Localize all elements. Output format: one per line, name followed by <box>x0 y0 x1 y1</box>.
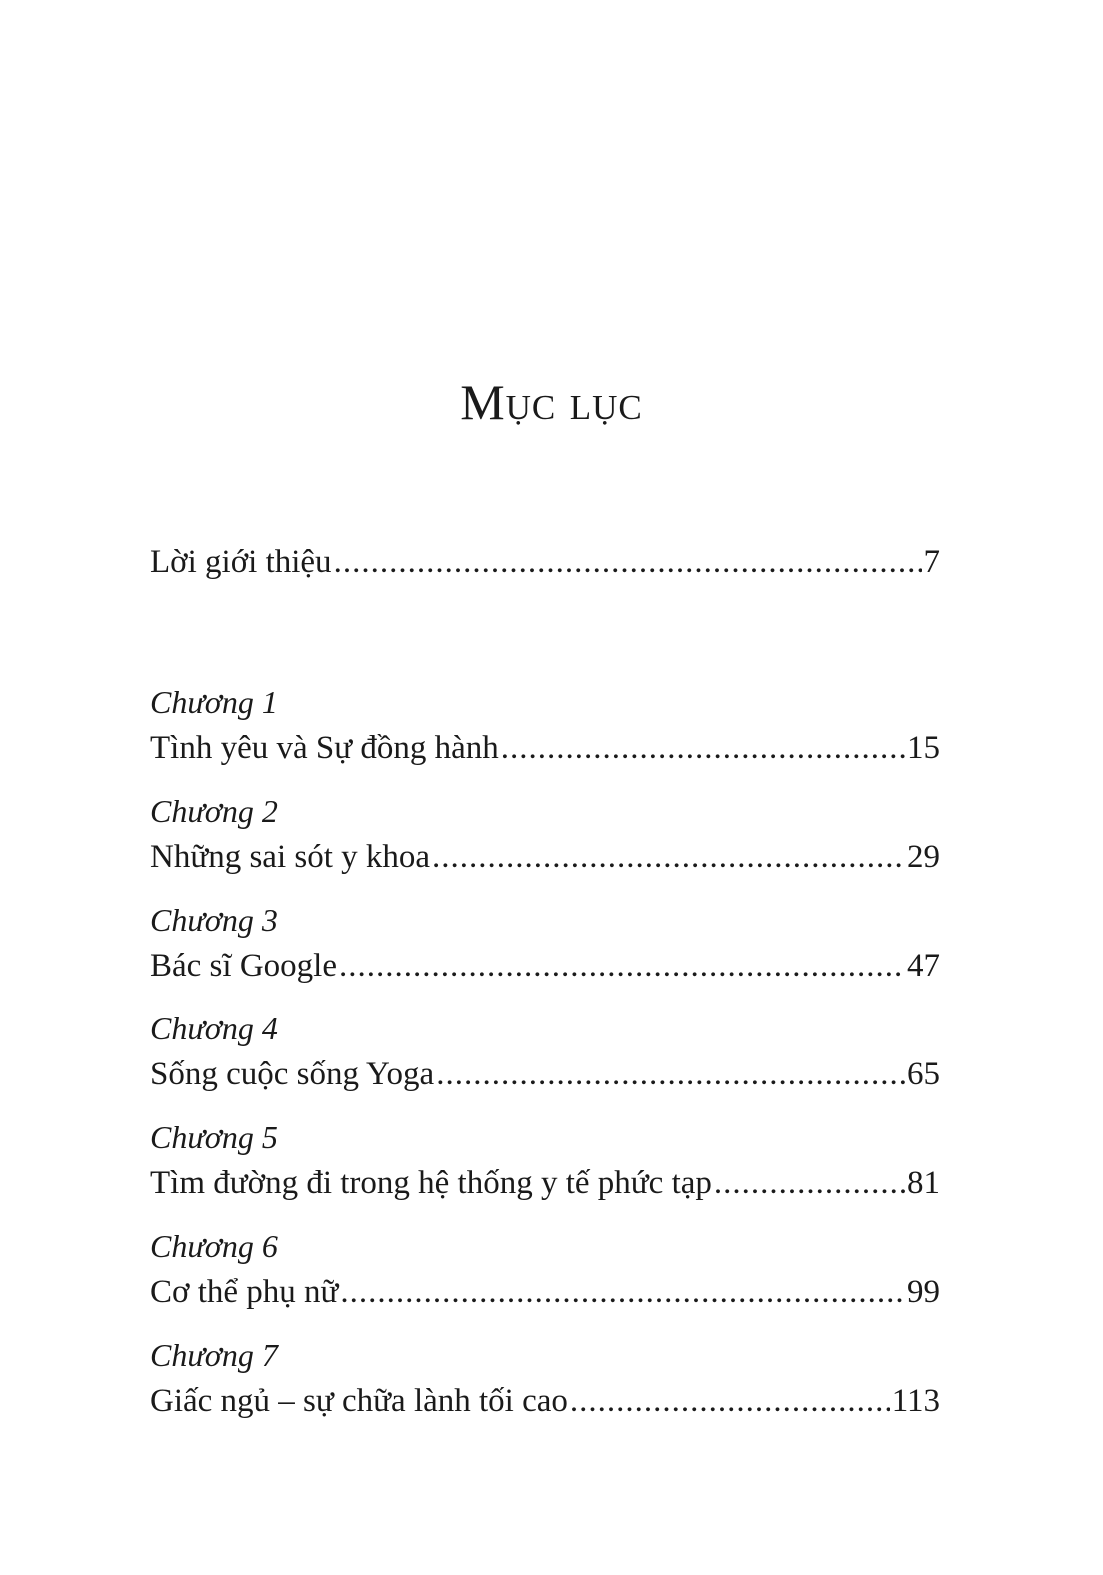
toc-page-number: 29 <box>907 839 940 875</box>
toc-entry-title: Sống cuộc sống Yoga <box>150 1056 435 1092</box>
chapter-label: Chương 2 <box>150 793 278 829</box>
chapter-label: Chương 4 <box>150 1010 278 1046</box>
toc-entry-title: Tình yêu và Sự đồng hành <box>150 730 499 766</box>
toc-chapter-4 <box>150 1006 940 1096</box>
chapter-label: Chương 5 <box>150 1119 278 1155</box>
toc-entry-title: Giấc ngủ – sự chữa lành tối cao <box>150 1383 568 1419</box>
toc-page-number: 7 <box>923 544 940 580</box>
toc-chapter-2 <box>150 789 940 879</box>
dot-leader <box>432 835 905 879</box>
chapter-label: Chương 3 <box>150 902 278 938</box>
page-title: Mục lục <box>460 374 643 430</box>
toc-chapter-3 <box>150 898 940 988</box>
toc-chapter-5 <box>150 1115 940 1205</box>
dot-leader <box>570 1379 890 1423</box>
dot-leader <box>339 944 905 988</box>
toc-page-number: 15 <box>907 730 940 766</box>
toc-page-number: 113 <box>891 1383 940 1419</box>
toc-page-number: 81 <box>907 1165 940 1201</box>
toc-entry-title: Lời giới thiệu <box>150 544 332 580</box>
toc-entry <box>150 835 940 879</box>
toc-entry-intro <box>150 540 940 584</box>
chapter-label: Chương 7 <box>150 1337 278 1373</box>
chapter-label: Chương 6 <box>150 1228 278 1264</box>
toc-intro <box>150 540 940 584</box>
dot-leader <box>334 540 922 584</box>
toc-chapter-7 <box>150 1333 940 1423</box>
dot-leader <box>501 726 905 770</box>
toc-entry-title: Tìm đường đi trong hệ thống y tế phức tạp <box>150 1165 712 1201</box>
toc-entry-title: Những sai sót y khoa <box>150 839 431 875</box>
toc-page-number: 99 <box>907 1274 940 1310</box>
toc-chapter-1 <box>150 680 940 770</box>
toc-entry <box>150 1270 940 1314</box>
dot-leader <box>436 1052 905 1096</box>
toc-entry <box>150 1052 940 1096</box>
toc-entry-title: Bác sĩ Google <box>150 948 337 984</box>
chapter-label: Chương 1 <box>150 684 278 720</box>
toc-chapter-6 <box>150 1224 940 1314</box>
toc-page-number: 47 <box>907 948 940 984</box>
dot-leader <box>340 1270 905 1314</box>
toc-page-number: 65 <box>907 1056 940 1092</box>
toc-entry <box>150 1379 940 1423</box>
toc-entry <box>150 944 940 988</box>
toc-entry <box>150 726 940 770</box>
dot-leader <box>714 1161 905 1205</box>
toc-entry <box>150 1161 940 1205</box>
toc-entry-title: Cơ thể phụ nữ <box>150 1274 339 1310</box>
